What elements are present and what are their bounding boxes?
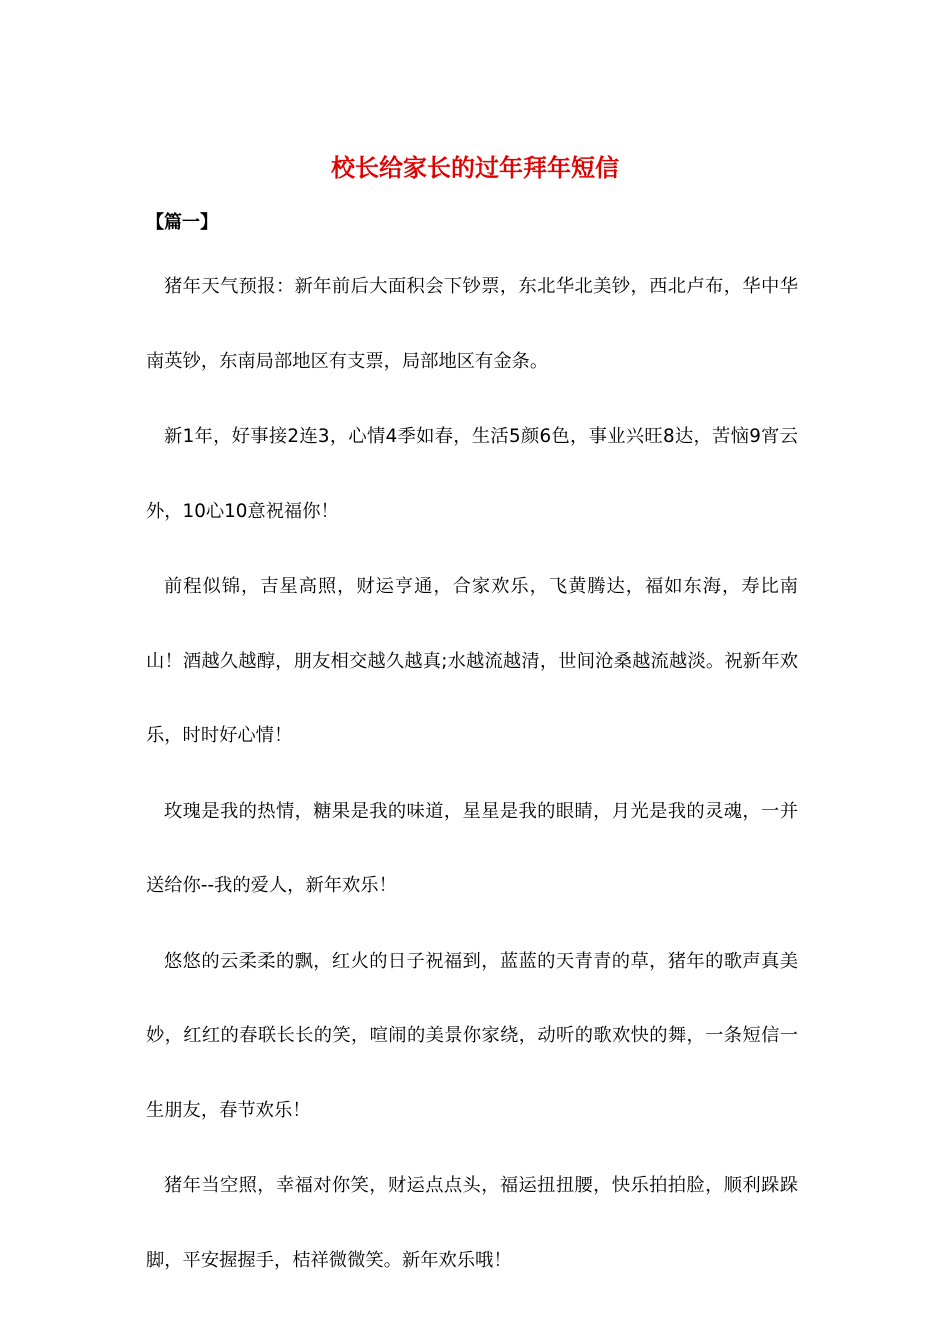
paragraph-5: 悠悠的云柔柔的飘，红火的日子祝福到，蓝蓝的天青青的草，猪年的歌声真美妙，红红的春联长长的笑，喧闹的美景你家绕，动听的歌欢快的舞，一条短信一生朋友，春节欢乐！ [146, 950, 798, 1121]
document-title: 校长给家长的过年拜年短信 [331, 153, 619, 182]
document-body [146, 250, 798, 1299]
section-heading: 【篇一】 [146, 212, 218, 233]
paragraph-2: 新1年，好事接2连3，心情4季如春，生活5颜6色，事业兴旺8达，苦恼9宵云外，10心10意祝福你！ [146, 426, 798, 522]
paragraph-3: 前程似锦，吉星高照，财运亨通，合家欢乐，飞黄腾达，福如东海，寿比南山！酒越久越醇，朋友相交越久越真;水越流越清，世间沧桑越流越淡。祝新年欢乐，时时好心情！ [146, 576, 798, 746]
paragraph-4: 玫瑰是我的热情，糖果是我的味道，星星是我的眼睛，月光是我的灵魂，一并送给你--我的爱人，新年欢乐！ [146, 800, 798, 896]
paragraph-1: 猪年天气预报：新年前后大面积会下钞票，东北华北美钞，西北卢布，华中华南英钞，东南局部地区有支票，局部地区有金条。 [146, 276, 798, 372]
paragraph-6: 猪年当空照，幸福对你笑，财运点点头，福运扭扭腰，快乐拍拍脸，顺利跺跺脚，平安握握手，桔祥微微笑。新年欢乐哦！ [146, 1175, 798, 1271]
